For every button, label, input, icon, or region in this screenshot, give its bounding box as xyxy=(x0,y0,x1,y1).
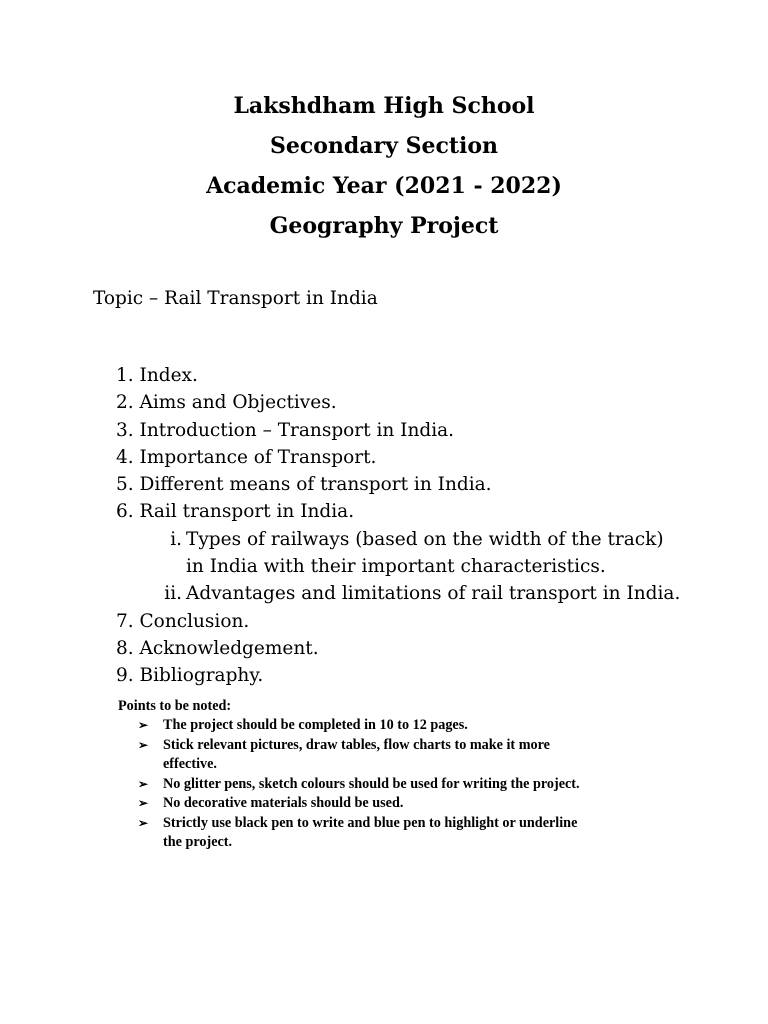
document-header xyxy=(0,86,768,246)
sub-list-item xyxy=(170,526,680,581)
note-text: Stick relevant pictures, draw tables, flow charts to make it more xyxy=(163,736,550,753)
list-item: 1. Index. xyxy=(116,365,198,386)
list-item: 2. Aims and Objectives. xyxy=(116,392,337,414)
arrowhead-bullet-icon: ➢ xyxy=(138,718,149,732)
arrowhead-bullet-icon: ➢ xyxy=(138,737,149,752)
list-item: 8. Acknowledgement. xyxy=(116,637,319,659)
note-text-continued: the project. xyxy=(163,834,233,850)
topic-line: Topic – Rail Transport in India xyxy=(93,288,378,309)
note-text: Strictly use black pen to write and blue pen to highlight or underline xyxy=(163,814,578,831)
notes-title: Points to be noted: xyxy=(118,698,232,714)
academic-year: Academic Year (2021 - 2022) xyxy=(206,173,562,199)
note-item xyxy=(118,775,663,795)
note-text: No glitter pens, sketch colours should be used for writing the project. xyxy=(163,775,580,792)
arrowhead-bullet-icon: ➢ xyxy=(138,776,149,791)
list-item: 6. Rail transport in India. xyxy=(116,501,355,523)
project-title: Geography Project xyxy=(269,213,499,239)
note-item xyxy=(118,794,663,814)
list-item: 3. Introduction – Transport in India. xyxy=(116,419,455,441)
list-item: 4. Importance of Transport. xyxy=(116,446,377,468)
list-item: 9. Bibliography. xyxy=(116,665,264,687)
sub-list-item xyxy=(164,580,681,607)
contents-list xyxy=(116,362,680,690)
list-item: 7. Conclusion. xyxy=(116,610,250,632)
sub-list-number: ii. xyxy=(164,583,182,605)
arrowhead-bullet-icon: ➢ xyxy=(138,815,149,830)
note-text: No decorative materials should be used. xyxy=(163,795,404,811)
sub-list-text-continued: in India with their important characteristics. xyxy=(186,556,606,578)
list-item: 5. Different means of transport in India. xyxy=(116,474,492,496)
arrowhead-bullet-icon: ➢ xyxy=(138,796,149,810)
note-text-continued: effective. xyxy=(163,756,217,772)
note-item xyxy=(118,716,663,736)
note-item xyxy=(118,736,663,775)
section-name: Secondary Section xyxy=(269,133,499,159)
note-item xyxy=(118,814,663,853)
notes-section xyxy=(118,697,663,853)
sub-list-text: Advantages and limitations of rail transport in India. xyxy=(186,583,681,605)
sub-list-number: i. xyxy=(170,528,182,550)
school-name: Lakshdham High School xyxy=(233,93,535,119)
sub-list-text: Types of railways (based on the width of the track) xyxy=(186,528,664,550)
sub-list xyxy=(116,526,680,608)
note-text: The project should be completed in 10 to 12 pages. xyxy=(163,717,468,733)
